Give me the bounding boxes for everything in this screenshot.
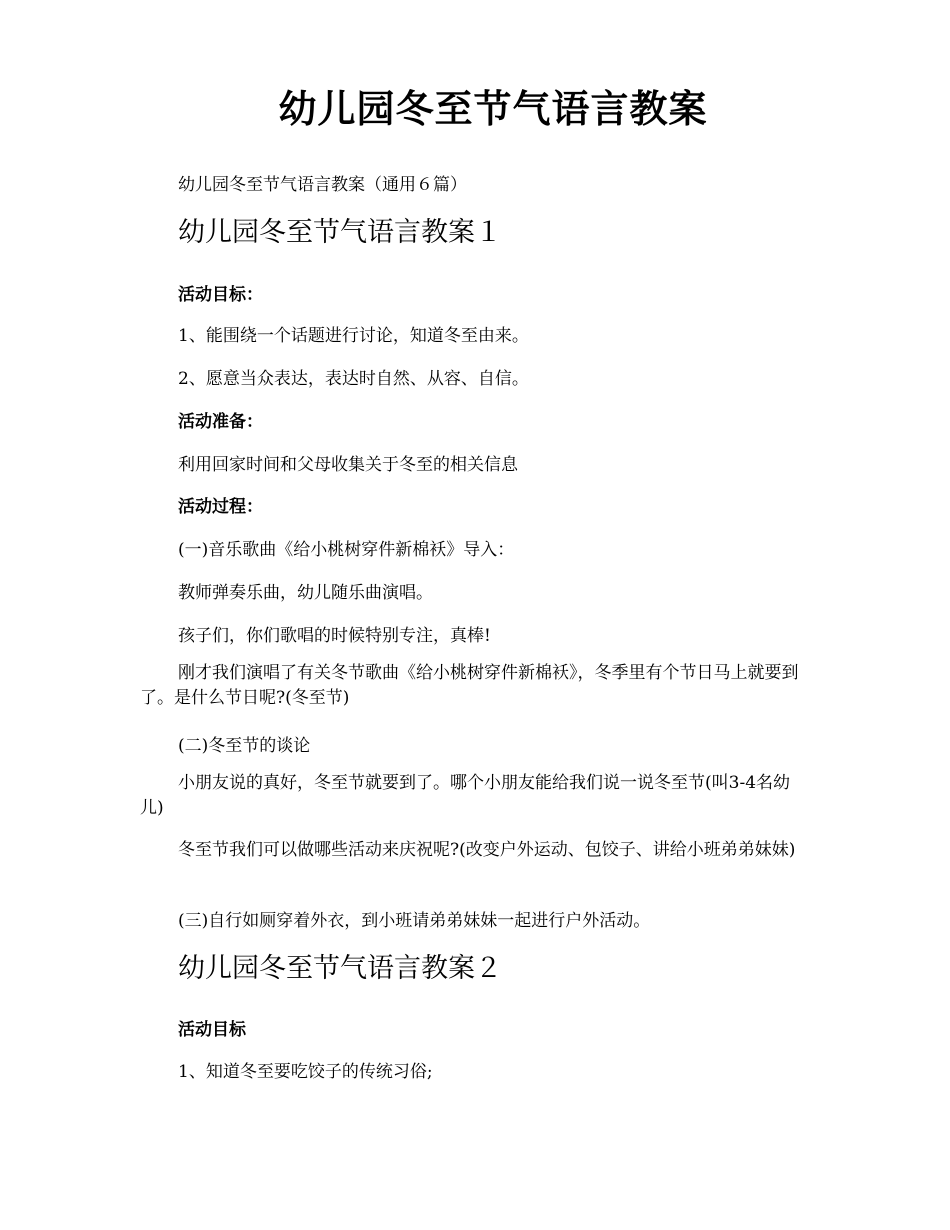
- section-1-goal-2: 2、愿意当众表达，表达时自然、从容、自信。: [178, 369, 529, 389]
- section-1-step-3: (三)自行如厕穿着外衣，到小班请弟弟妹妹一起进行户外活动。: [178, 911, 651, 931]
- section-2-goals-label: 活动目标: [178, 1020, 246, 1040]
- section-1-prep-label: 活动准备：: [178, 412, 263, 432]
- document-title: 幼儿园冬至节气语言教案: [278, 86, 708, 131]
- section-1-step-1-a: 教师弹奏乐曲，幼儿随乐曲演唱。: [178, 583, 433, 603]
- section-1-step-1-b: 孩子们，你们歌唱的时候特别专注，真棒!: [178, 626, 491, 646]
- section-1-goal-1: 1、能围绕一个话题进行讨论，知道冬至由来。: [178, 326, 529, 346]
- section-1-step-2-a: 小朋友说的真好，冬至节就要到了。哪个小朋友能给我们说一说冬至节(叫3-4名幼儿): [140, 773, 791, 818]
- section-1-prep-text: 利用回家时间和父母收集关于冬至的相关信息: [178, 455, 518, 475]
- section-2-heading: 幼儿园冬至节气语言教案２: [178, 953, 502, 984]
- section-2-goal-1: 1、知道冬至要吃饺子的传统习俗;: [178, 1062, 433, 1082]
- section-1-goals-label: 活动目标：: [178, 285, 263, 305]
- section-1-step-2: (二)冬至节的谈论: [178, 736, 311, 756]
- document-subtitle: 幼儿园冬至节气语言教案（通用６篇）: [178, 175, 467, 195]
- section-1-step-1-c: 刚才我们演唱了有关冬节歌曲《给小桃树穿件新棉袄》，冬季里有个节日马上就要到了。是什么节日呢?(冬至节): [140, 663, 799, 708]
- section-1-process-label: 活动过程：: [178, 497, 263, 517]
- section-1-heading: 幼儿园冬至节气语言教案１: [178, 217, 502, 248]
- section-1-step-1: (一)音乐歌曲《给小桃树穿件新棉袄》导入：: [178, 540, 515, 560]
- section-1-step-2-b: 冬至节我们可以做哪些活动来庆祝呢?(改变户外运动、包饺子、讲给小班弟弟妹妹): [178, 840, 796, 860]
